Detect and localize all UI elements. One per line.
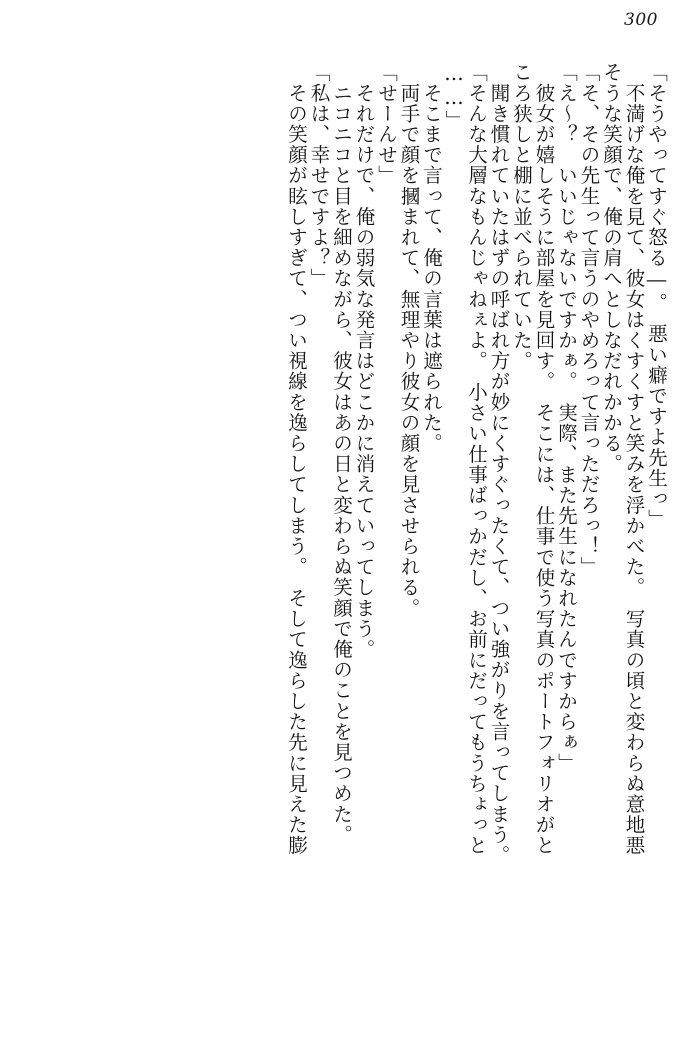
text-column: 「え～？ いいじゃないですかぁ。 実際、また先生になれたんですからぁ」	[555, 62, 578, 774]
text-column: 聞き慣れていたはずの呼ばれ方が妙にくすぐったくて、つい強がりを言ってしまう。	[487, 62, 511, 866]
text-column: 「そ、その先生って言うのやめろって言っただろっ！」	[577, 62, 601, 577]
text-column: ニコニコと目を細めながら、彼女はあの日と変わらぬ笑顔で俺のことを見つめた。	[330, 62, 353, 845]
text-column: そうな笑顔で、俺の肩へとしなだれかかる。	[600, 62, 623, 474]
text-column: 「そうやってすぐ怒る―。 悪い癖ですよ先生っ」	[645, 62, 668, 530]
text-column: 「私は、幸せですよ？」	[307, 62, 331, 289]
text-column: 「そんな大層なもんじゃねぇよ。 小さい仕事ばっかだし、お前にだってもうちょっと	[465, 62, 488, 856]
text-column: 彼女が嬉しそうに部屋を見回す。 そこには、仕事で使う写真のポートフォリオがと	[532, 62, 556, 856]
text-column: それだけで、俺の弱気な発言はどこかに消えていってしまう。	[352, 62, 376, 660]
text-column: ころ狭しと棚に並べられていた。	[510, 62, 533, 371]
text-column: 不満げな俺を見て、彼女はくすくすと笑みを浮かべた。 写真の頃と変わらぬ意地悪	[622, 62, 646, 856]
text-column: そこまで言って、俺の言葉は遮られた。	[420, 62, 443, 454]
vertical-text-body	[34, 62, 666, 1022]
text-column: ……」	[442, 62, 466, 131]
text-column: その笑顔が眩しすぎて、つい視線を逸らしてしまう。 そして逸らした先に見えた膨	[285, 62, 308, 856]
text-column: 「せーんせ」	[375, 62, 398, 186]
page-number: 300	[624, 10, 658, 30]
text-column: 両手で顔を摑まれて、無理やり彼女の顔を見させられる。	[397, 62, 421, 619]
